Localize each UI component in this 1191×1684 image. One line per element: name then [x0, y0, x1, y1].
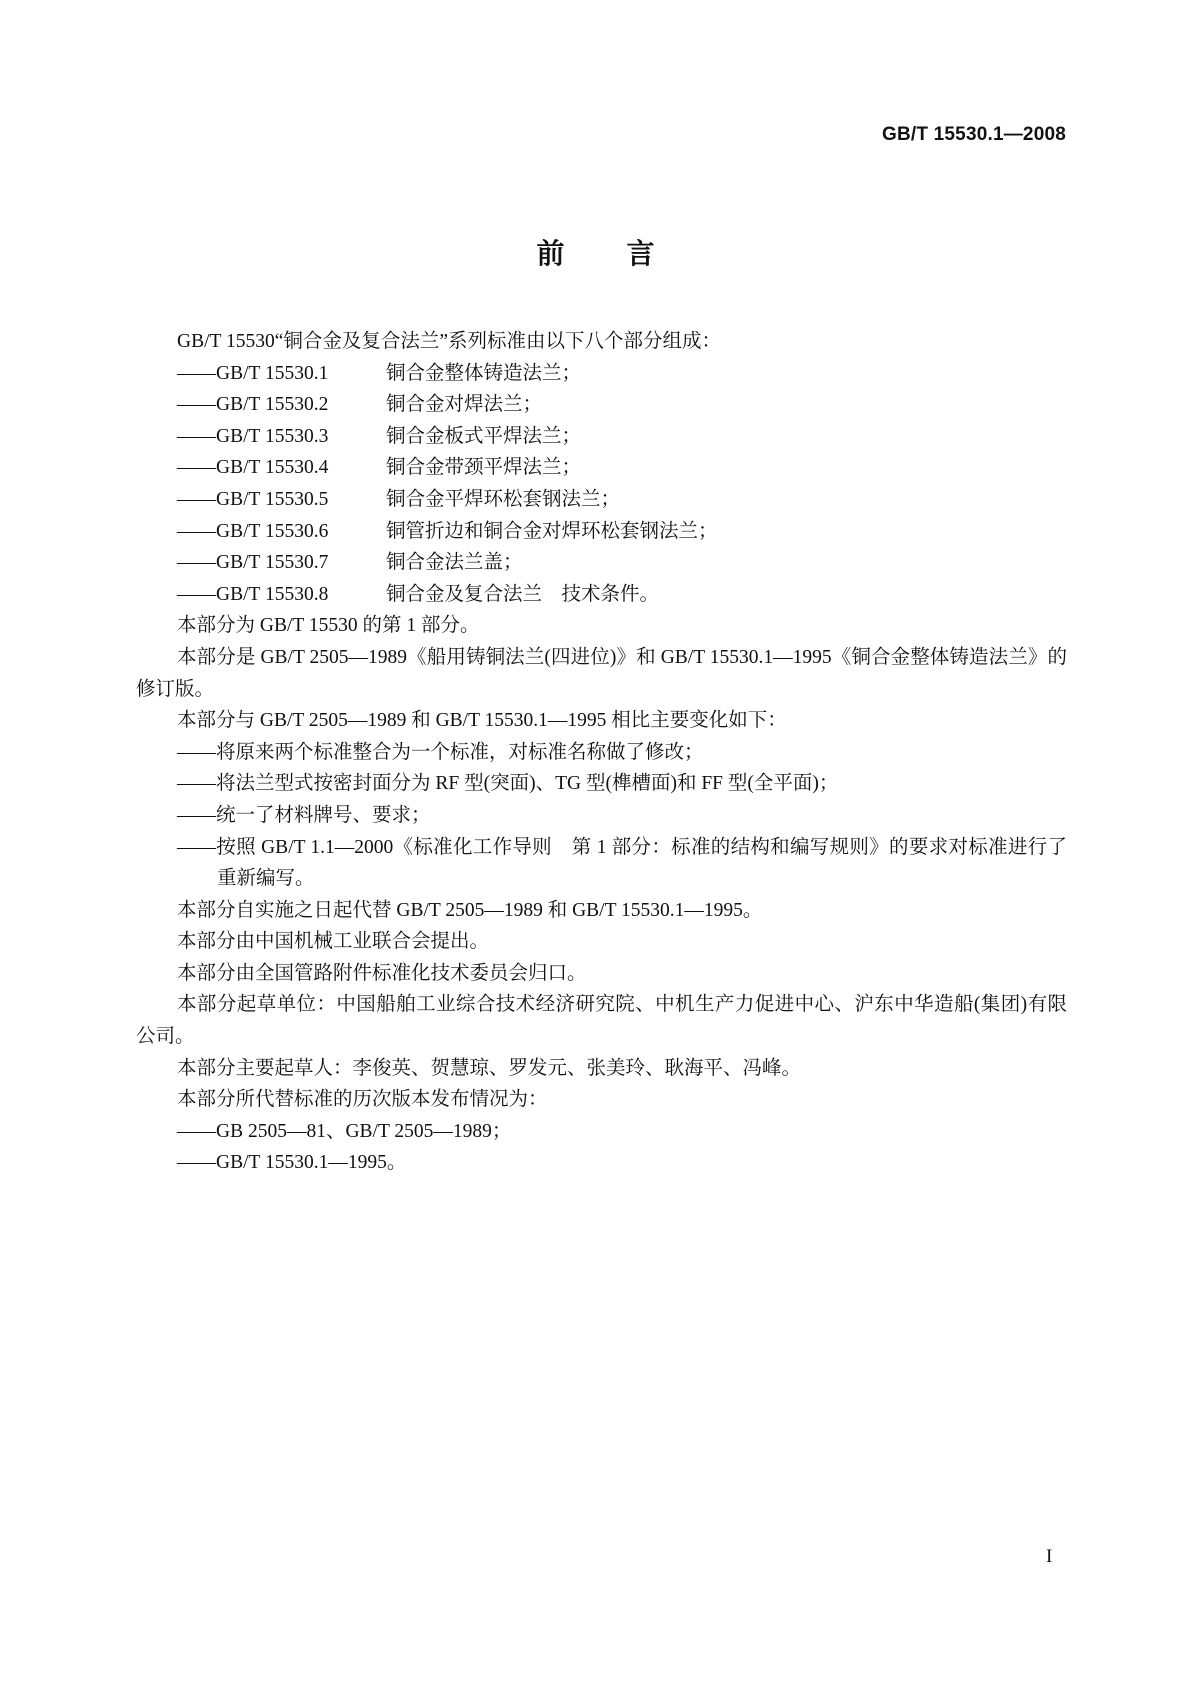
dash: ——: [177, 773, 216, 795]
changes-list: [136, 737, 1067, 895]
part-name: 铜合金带颈平焊法兰；: [386, 457, 582, 479]
part-name: 铜合金平焊环松套钢法兰；: [386, 488, 621, 510]
part-name: 铜合金及复合法兰 技术条件。: [386, 583, 660, 605]
foreword-body: [136, 326, 1067, 1179]
change-text: 将法兰型式按密封面分为 RF 型(突面)、TG 型(榫槽面)和 FF 型(全平面)；: [216, 773, 839, 795]
part-code: GB/T 15530.3: [216, 425, 329, 447]
list-item: [136, 389, 1067, 421]
history-text: GB 2505—81、GB/T 2505—1989；: [216, 1120, 512, 1142]
list-item: [136, 516, 1067, 548]
list-item: [136, 1147, 1067, 1179]
revision-paragraph: 本部分是 GB/T 2505—1989《船用铸铜法兰(四进位)》和 GB/T 15530.1—1995《铜合金整体铸造法兰》的修订版。: [136, 646, 1067, 700]
intro-paragraph: GB/T 15530“铜合金及复合法兰”系列标准由以下八个部分组成：: [177, 331, 722, 352]
dash: ——: [177, 836, 216, 858]
history-text: GB/T 15530.1—1995。: [216, 1152, 407, 1174]
drafting-units-paragraph: 本部分起草单位：中国船舶工业综合技术经济研究院、中机生产力促进中心、沪东中华造船(集团)有限公司。: [136, 994, 1067, 1048]
list-item: [136, 737, 1067, 769]
list-item: [136, 421, 1067, 453]
title-char: 言: [626, 237, 655, 270]
dash: ——: [177, 1152, 216, 1174]
dash: ——: [177, 583, 216, 605]
part-name: 铜合金法兰盖；: [386, 552, 523, 574]
part-code: GB/T 15530.8: [216, 583, 329, 605]
dash: ——: [177, 741, 216, 763]
change-text: 将原来两个标准整合为一个标准，对标准名称做了修改；: [216, 741, 704, 763]
replace-paragraph: 本部分自实施之日起代替 GB/T 2505—1989 和 GB/T 15530.1—1995。: [177, 899, 763, 921]
part-code: GB/T 15530.5: [216, 488, 329, 510]
dash: ——: [177, 1120, 216, 1142]
list-item: [136, 358, 1067, 390]
history-list: [136, 1116, 1067, 1179]
part-code: GB/T 15530.7: [216, 552, 329, 574]
change-text: 统一了材料牌号、要求；: [216, 804, 431, 826]
part-name: 铜合金对焊法兰；: [386, 394, 543, 416]
dash: ——: [177, 425, 216, 447]
part-name: 铜合金板式平焊法兰；: [386, 425, 582, 447]
drafters-paragraph: 本部分主要起草人：李俊英、贺慧琼、罗发元、张美玲、耿海平、冯峰。: [177, 1057, 802, 1079]
dash: ——: [177, 552, 216, 574]
list-item: [136, 768, 1067, 800]
page-number: I: [1046, 1546, 1053, 1567]
part-code: GB/T 15530.1: [216, 362, 329, 384]
list-item: [136, 579, 1067, 611]
dash: ——: [177, 457, 216, 479]
list-item: [136, 832, 1067, 895]
part-code: GB/T 15530.6: [216, 520, 329, 542]
part-code: GB/T 15530.2: [216, 394, 329, 416]
dash: ——: [177, 394, 216, 416]
part-paragraph: 本部分为 GB/T 15530 的第 1 部分。: [177, 615, 480, 637]
change-text: 按照 GB/T 1.1—2000《标准化工作导则 第 1 部分：标准的结构和编写规则》的要求对标准进行了重新编写。: [216, 836, 1067, 890]
list-item: [136, 547, 1067, 579]
part-name: 铜管折边和铜合金对焊环松套钢法兰；: [386, 520, 718, 542]
standard-number: GB/T 15530.1—2008: [881, 124, 1066, 145]
list-item: [136, 484, 1067, 516]
title-char: 前: [536, 237, 565, 270]
dash: ——: [177, 520, 216, 542]
page-title: [0, 232, 1191, 272]
history-paragraph: 本部分所代替标准的历次版本发布情况为：: [177, 1089, 548, 1111]
dash: ——: [177, 488, 216, 510]
centralized-paragraph: 本部分由全国管路附件标准化技术委员会归口。: [177, 962, 587, 984]
part-name: 铜合金整体铸造法兰；: [386, 362, 582, 384]
list-item: [136, 452, 1067, 484]
part-code: GB/T 15530.4: [216, 457, 329, 479]
dash: ——: [177, 362, 216, 384]
parts-list: [136, 358, 1067, 611]
dash: ——: [177, 804, 216, 826]
list-item: [136, 1116, 1067, 1148]
list-item: [136, 800, 1067, 832]
changes-paragraph: 本部分与 GB/T 2505—1989 和 GB/T 15530.1—1995 相比主要变化如下：: [177, 710, 787, 732]
proposed-paragraph: 本部分由中国机械工业联合会提出。: [177, 931, 490, 953]
